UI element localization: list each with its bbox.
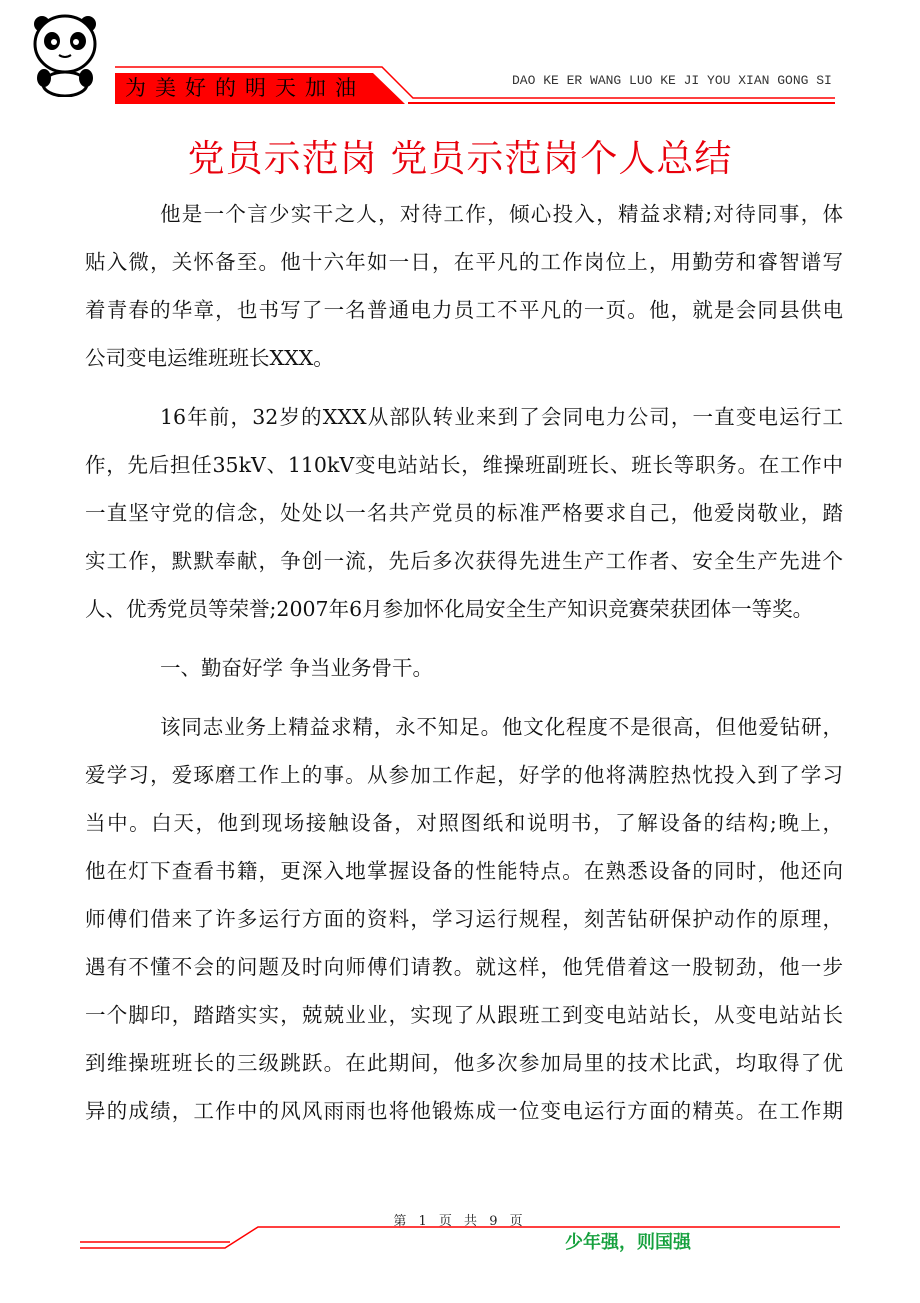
- text-line: 作，先后担任35kV、110kV变电站站长，维操班副班长、班长等职务。在工作中: [85, 453, 843, 477]
- text-line: 一、勤奋好学 争当业务骨干。: [160, 656, 434, 680]
- text-line: 爱学习，爱琢磨工作上的事。从参加工作起，好学的他将满腔热忱投入到了学习: [85, 763, 843, 787]
- text-line: 着青春的华章，也书写了一名普通电力员工不平凡的一页。他，就是会同县供电: [85, 298, 843, 322]
- text-line: 16年前，32岁的XXX从部队转业来到了会同电力公司，一直变电运行工: [160, 405, 843, 429]
- paragraph: [85, 393, 843, 633]
- section-heading: [85, 644, 843, 692]
- header-company: DAO KE ER WANG LUO KE JI YOU XIAN GONG SI: [512, 73, 832, 88]
- text-line: 到维操班班长的三级跳跃。在此期间，他多次参加局里的技术比武，均取得了优: [85, 1051, 843, 1075]
- text-line: 一个脚印，踏踏实实，兢兢业业，实现了从跟班工到变电站站长，从变电站站长: [85, 1003, 843, 1027]
- text-line: 师傅们借来了许多运行方面的资料，学习运行规程，刻苦钻研保护动作的原理，: [85, 907, 843, 931]
- header-slogan: 为美好的明天加油: [125, 76, 365, 100]
- text-line: 异的成绩，工作中的风风雨雨也将他锻炼成一位变电运行方面的精英。在工作期: [85, 1099, 843, 1123]
- text-line: 公司变电运维班班长XXX。: [85, 346, 334, 370]
- footer-motto: 少年强，则国强: [565, 1232, 691, 1253]
- paragraph: [85, 703, 843, 1135]
- document-title: 党员示范岗 党员示范岗个人总结: [187, 137, 733, 180]
- text-line: 实工作，默默奉献，争创一流，先后多次获得先进生产工作者、安全生产先进个: [85, 549, 843, 573]
- text-line: 人、优秀党员等荣誉;2007年6月参加怀化局安全生产知识竞赛荣获团体一等奖。: [85, 597, 814, 621]
- page-indicator: 第 1 页 共 9 页: [393, 1214, 527, 1229]
- text-line: 贴入微，关怀备至。他十六年如一日，在平凡的工作岗位上，用勤劳和睿智谱写: [85, 250, 843, 274]
- text-line: 该同志业务上精益求精，永不知足。他文化程度不是很高，但他爱钻研，: [160, 715, 843, 739]
- text-line: 他是一个言少实干之人，对待工作，倾心投入，精益求精;对待同事，体: [160, 202, 843, 226]
- text-line: 当中。白天，他到现场接触设备，对照图纸和说明书，了解设备的结构;晚上，: [85, 811, 843, 835]
- footer-decoration: [80, 1215, 840, 1255]
- document-body: [85, 190, 843, 1146]
- text-line: 遇有不懂不会的问题及时向师傅们请教。就这样，他凭借着这一股韧劲，他一步: [85, 955, 843, 979]
- text-line: 他在灯下查看书籍，更深入地掌握设备的性能特点。在熟悉设备的同时，他还向: [85, 859, 843, 883]
- paragraph: [85, 190, 843, 382]
- text-line: 一直坚守党的信念，处处以一名共产党员的标准严格要求自己，他爱岗敬业，踏: [85, 501, 843, 525]
